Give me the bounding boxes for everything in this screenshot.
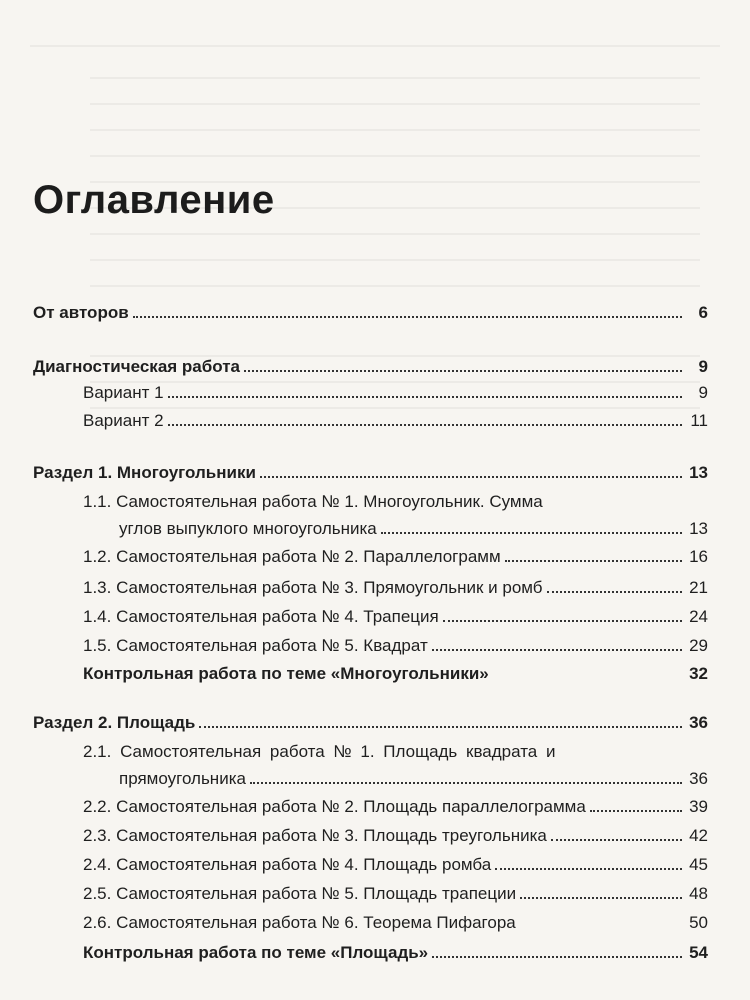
toc-entry-label: Диагностическая работа — [33, 357, 240, 376]
toc-entry-diagnostic[interactable] — [33, 357, 708, 377]
toc-entry-1-1[interactable] — [119, 519, 708, 539]
toc-entry-2-3[interactable] — [83, 826, 708, 846]
toc-entry-label: 1.5. Самостоятельная работа № 5. Квадрат — [83, 636, 428, 655]
toc-entry-page: 48 — [689, 884, 708, 903]
toc-entry-page: 50 — [689, 913, 708, 932]
toc-entry-page: 54 — [689, 943, 708, 962]
dot-leader — [250, 782, 682, 784]
toc-entry-2-6[interactable] — [83, 913, 708, 933]
toc-entry-label: 2.3. Самостоятельная работа № 3. Площадь треугольника — [83, 826, 547, 845]
dot-leader — [199, 726, 682, 728]
toc-entry-page: 16 — [689, 547, 708, 566]
toc-entry-page: 6 — [698, 303, 708, 322]
toc-entry-label: углов выпуклого многоугольника — [119, 519, 377, 538]
toc-entry-1-2[interactable] — [83, 547, 708, 567]
toc-entry-1-1-first-line: 1.1. Самостоятельная работа № 1. Многоугольник. Сумма — [83, 492, 543, 511]
toc-entry-page: 21 — [689, 578, 708, 597]
toc-entry-label: Контрольная работа по теме «Площадь» — [83, 943, 429, 962]
dot-leader — [244, 370, 682, 372]
toc-entry-page: 36 — [689, 769, 708, 788]
toc-entry-page: 13 — [689, 463, 708, 482]
toc-entry-label: Контрольная работа по теме «Многоугольники» — [83, 664, 489, 683]
toc-entry-variant-1[interactable] — [83, 383, 708, 403]
dot-leader — [547, 591, 682, 593]
toc-entry-label: 2.6. Самостоятельная работа № 6. Теорема Пифагора — [83, 913, 516, 932]
toc-entry-page: 36 — [689, 713, 708, 732]
toc-entry-label: 2.5. Самостоятельная работа № 5. Площадь трапеции — [83, 884, 517, 903]
dot-leader — [381, 532, 682, 534]
toc-entry-label: От авторов — [33, 303, 129, 322]
toc-entry-label: 1.3. Самостоятельная работа № 3. Прямоугольник и ромб — [83, 578, 543, 597]
toc-entry-2-1[interactable] — [119, 769, 708, 789]
toc-entry-page: 24 — [689, 607, 708, 626]
dot-leader — [495, 868, 682, 870]
dot-leader — [432, 649, 682, 651]
toc-entry-label: 1.2. Самостоятельная работа № 2. Параллелограмм — [83, 547, 501, 566]
toc-entry-variant-2[interactable] — [83, 411, 708, 431]
toc-entry-1-4[interactable] — [83, 607, 708, 627]
toc-entry-label: 2.2. Самостоятельная работа № 2. Площадь параллелограмма — [83, 797, 586, 816]
toc-entry-page: 29 — [689, 636, 708, 655]
toc-entry-label: Раздел 2. Площадь — [33, 713, 196, 732]
toc-entry-page: 45 — [689, 855, 708, 874]
toc-entry-authors[interactable] — [33, 303, 708, 323]
toc-entry-label: Вариант 2 — [83, 411, 164, 430]
toc-entry-label: Раздел 1. Многоугольники — [33, 463, 256, 482]
toc-entry-page: 11 — [690, 411, 708, 430]
toc-entry-section-2[interactable] — [33, 713, 708, 733]
dot-leader — [133, 316, 682, 318]
toc-entry-test-polygons[interactable] — [83, 664, 708, 684]
page-title: Оглавление — [33, 178, 275, 222]
dot-leader — [551, 839, 682, 841]
dot-leader — [168, 396, 682, 398]
toc-entry-page: 9 — [698, 383, 708, 402]
toc-entry-page: 32 — [689, 664, 708, 683]
dot-leader — [590, 810, 682, 812]
toc-entry-page: 39 — [689, 797, 708, 816]
toc-entry-2-2[interactable] — [83, 797, 708, 817]
dot-leader — [443, 620, 682, 622]
toc-entry-label: Вариант 1 — [83, 383, 164, 402]
toc-entry-page: 9 — [698, 357, 708, 376]
dot-leader — [260, 476, 682, 478]
toc-entry-1-5[interactable] — [83, 636, 708, 656]
toc-entry-page: 42 — [689, 826, 708, 845]
dot-leader — [520, 897, 682, 899]
dot-leader — [505, 560, 682, 562]
toc-entry-label: 1.4. Самостоятельная работа № 4. Трапеция — [83, 607, 439, 626]
toc-entry-2-5[interactable] — [83, 884, 708, 904]
toc-entry-section-1[interactable] — [33, 463, 708, 483]
toc-entry-1-3[interactable] — [83, 578, 708, 598]
toc-entry-label: прямоугольника — [119, 769, 246, 788]
toc-entry-2-1-first-line: 2.1. Самостоятельная работа № 1. Площадь квадрата и — [83, 742, 556, 761]
toc-entry-test-area[interactable] — [83, 943, 708, 963]
dot-leader — [168, 424, 682, 426]
toc-entry-label: 2.4. Самостоятельная работа № 4. Площадь ромба — [83, 855, 492, 874]
toc-entry-2-4[interactable] — [83, 855, 708, 875]
toc-entry-page: 13 — [689, 519, 708, 538]
dot-leader — [432, 956, 682, 958]
